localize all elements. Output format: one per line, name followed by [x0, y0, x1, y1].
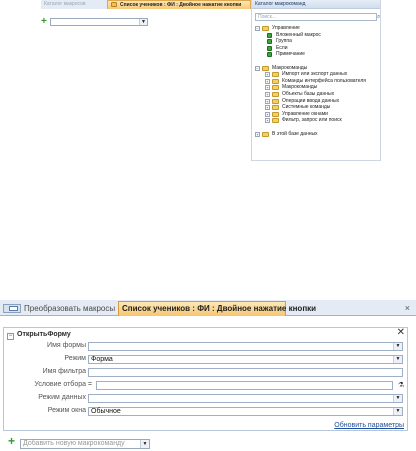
- expand-icon[interactable]: +: [266, 105, 269, 111]
- tree-item[interactable]: [255, 65, 381, 72]
- folder-icon: [272, 85, 279, 90]
- chevron-down-icon[interactable]: ▼: [393, 408, 402, 415]
- convert-macros-tab[interactable]: Преобразовать макросы: [24, 304, 116, 313]
- window-icon: [3, 304, 21, 313]
- folder-icon: [272, 79, 279, 84]
- catalog-search-input[interactable]: [255, 13, 381, 21]
- catalog-tree: [255, 25, 381, 137]
- collapse-icon[interactable]: −: [256, 65, 259, 71]
- tree-item[interactable]: [255, 111, 381, 118]
- argument-value: Форма: [91, 356, 113, 363]
- chevron-down-icon[interactable]: ▼: [139, 19, 147, 25]
- argument-combo[interactable]: [88, 355, 403, 364]
- program-flow-icon: [267, 46, 272, 51]
- tree-item-label: Объекты базы данных: [282, 90, 335, 97]
- chevron-down-icon[interactable]: ▼: [140, 440, 149, 448]
- tree-item[interactable]: [255, 104, 381, 111]
- open-form-action-block[interactable]: [3, 327, 408, 431]
- close-tab-icon[interactable]: ×: [404, 303, 410, 313]
- tree-item-label: Импорт или экспорт данных: [282, 71, 348, 78]
- search-icon[interactable]: ⌕: [377, 14, 381, 20]
- expand-icon[interactable]: +: [256, 131, 259, 137]
- tab-active-macro[interactable]: Список учеников : ФИ : Двойное нажатие кнопки: [118, 301, 286, 316]
- argument-row: [4, 341, 407, 351]
- chevron-down-icon[interactable]: ▼: [393, 356, 402, 363]
- catalog-title: Каталог макрокоманд: [252, 0, 380, 9]
- tree-item-label: Макрокоманды: [282, 84, 318, 91]
- tree-item-label: Системные команды: [282, 104, 331, 111]
- add-action-plus-icon: +: [41, 16, 47, 27]
- where-condition-input[interactable]: [96, 381, 393, 390]
- top-tab-strip: [41, 0, 251, 9]
- tree-spacer: [255, 58, 381, 65]
- argument-label: Имя формы: [47, 342, 86, 349]
- tree-item-label: Макрокоманды: [272, 64, 308, 71]
- tree-item-label: Управление окнами: [282, 110, 328, 117]
- argument-combo[interactable]: [88, 407, 403, 416]
- program-flow-icon: [267, 39, 272, 44]
- chevron-down-icon[interactable]: ▼: [393, 343, 402, 350]
- tree-item[interactable]: [255, 131, 381, 138]
- plus-icon: +: [8, 434, 16, 448]
- tree-item-label: Фильтр, запрос или поиск: [282, 117, 342, 124]
- argument-label: Имя фильтра: [42, 368, 86, 375]
- delete-action-icon[interactable]: ✕: [396, 327, 405, 338]
- tree-item[interactable]: [255, 51, 381, 58]
- catalog-search-placeholder: Поиск...: [258, 14, 277, 20]
- tree-item[interactable]: [255, 117, 381, 124]
- collapse-icon[interactable]: −: [8, 333, 13, 339]
- where-condition-field: [88, 381, 393, 390]
- expression-builder-icon[interactable]: ⚗: [397, 382, 405, 389]
- collapse-icon[interactable]: −: [256, 26, 259, 31]
- tree-item[interactable]: [255, 98, 381, 105]
- tree-item-label: Примечание: [276, 51, 305, 58]
- tree-item[interactable]: [255, 32, 381, 39]
- expand-icon[interactable]: +: [266, 118, 269, 124]
- top-tab-active-label: Список учеников : ФИ : Двойное нажатие кнопки: [120, 2, 242, 8]
- tree-item[interactable]: [255, 78, 381, 85]
- argument-row: [4, 367, 407, 377]
- expand-icon[interactable]: +: [266, 78, 269, 84]
- tree-item-label: Управление: [272, 25, 300, 31]
- top-tab-inactive[interactable]: Каталог макросов: [41, 0, 107, 9]
- program-flow-icon: [267, 33, 272, 38]
- argument-label: Режим: [64, 355, 86, 362]
- tree-item-label: Операции ввода данных: [282, 97, 340, 104]
- folder-icon: [262, 66, 269, 71]
- tree-item[interactable]: [255, 38, 381, 45]
- tree-item[interactable]: [255, 45, 381, 52]
- tree-item-label: В этой базе данных: [272, 130, 318, 137]
- tab-strip: [0, 300, 416, 316]
- macro-icon: [111, 2, 117, 7]
- tree-item[interactable]: [255, 91, 381, 98]
- folder-icon: [262, 26, 269, 31]
- argument-input[interactable]: [88, 368, 403, 377]
- argument-row: [4, 406, 407, 416]
- folder-icon: [272, 72, 279, 77]
- argument-combo[interactable]: [88, 394, 403, 403]
- argument-value: Обычное: [91, 408, 121, 415]
- tree-item-label: Если: [276, 44, 288, 51]
- argument-row: [4, 380, 407, 390]
- expand-icon[interactable]: +: [266, 98, 269, 104]
- tree-item-label: Вложенный макрос: [276, 31, 321, 38]
- tree-item-label: Группа: [276, 38, 292, 45]
- top-add-action-combo[interactable]: [50, 18, 148, 26]
- top-editor-view: [0, 0, 416, 165]
- argument-row: [4, 393, 407, 403]
- bottom-editor-view: [0, 297, 416, 451]
- folder-icon: [272, 112, 279, 117]
- tree-item[interactable]: [255, 25, 381, 32]
- expand-icon[interactable]: +: [266, 111, 269, 117]
- expand-icon[interactable]: +: [266, 85, 269, 91]
- tree-item-label: Команды интерфейса пользователя: [282, 77, 366, 84]
- program-flow-icon: [267, 52, 272, 57]
- argument-row: [4, 354, 407, 364]
- expand-icon[interactable]: +: [266, 91, 269, 97]
- tree-item[interactable]: [255, 84, 381, 91]
- argument-label: Режим данных: [38, 394, 86, 401]
- action-header: [7, 330, 71, 339]
- equals-prefix: =: [88, 381, 93, 388]
- folder-icon: [272, 92, 279, 97]
- add-new-action-placeholder: Добавить новую макрокоманду: [23, 440, 125, 447]
- action-name: ОткрытьФорму: [17, 331, 71, 338]
- argument-label: Режим окна: [47, 407, 86, 414]
- add-new-action-combo[interactable]: [20, 439, 150, 449]
- tree-spacer: [255, 124, 381, 131]
- action-catalog-pane: [251, 0, 381, 161]
- folder-icon: [272, 99, 279, 104]
- folder-icon: [272, 118, 279, 123]
- tree-item[interactable]: [255, 71, 381, 78]
- folder-icon: [262, 132, 269, 137]
- expand-icon[interactable]: +: [266, 72, 269, 78]
- folder-icon: [272, 105, 279, 110]
- add-new-action-row: [4, 434, 184, 449]
- argument-combo[interactable]: [88, 342, 403, 351]
- argument-label: Условие отбора: [34, 381, 86, 388]
- update-parameters-link[interactable]: Обновить параметры: [334, 422, 404, 429]
- top-tab-active[interactable]: [107, 0, 251, 9]
- chevron-down-icon[interactable]: ▼: [393, 395, 402, 402]
